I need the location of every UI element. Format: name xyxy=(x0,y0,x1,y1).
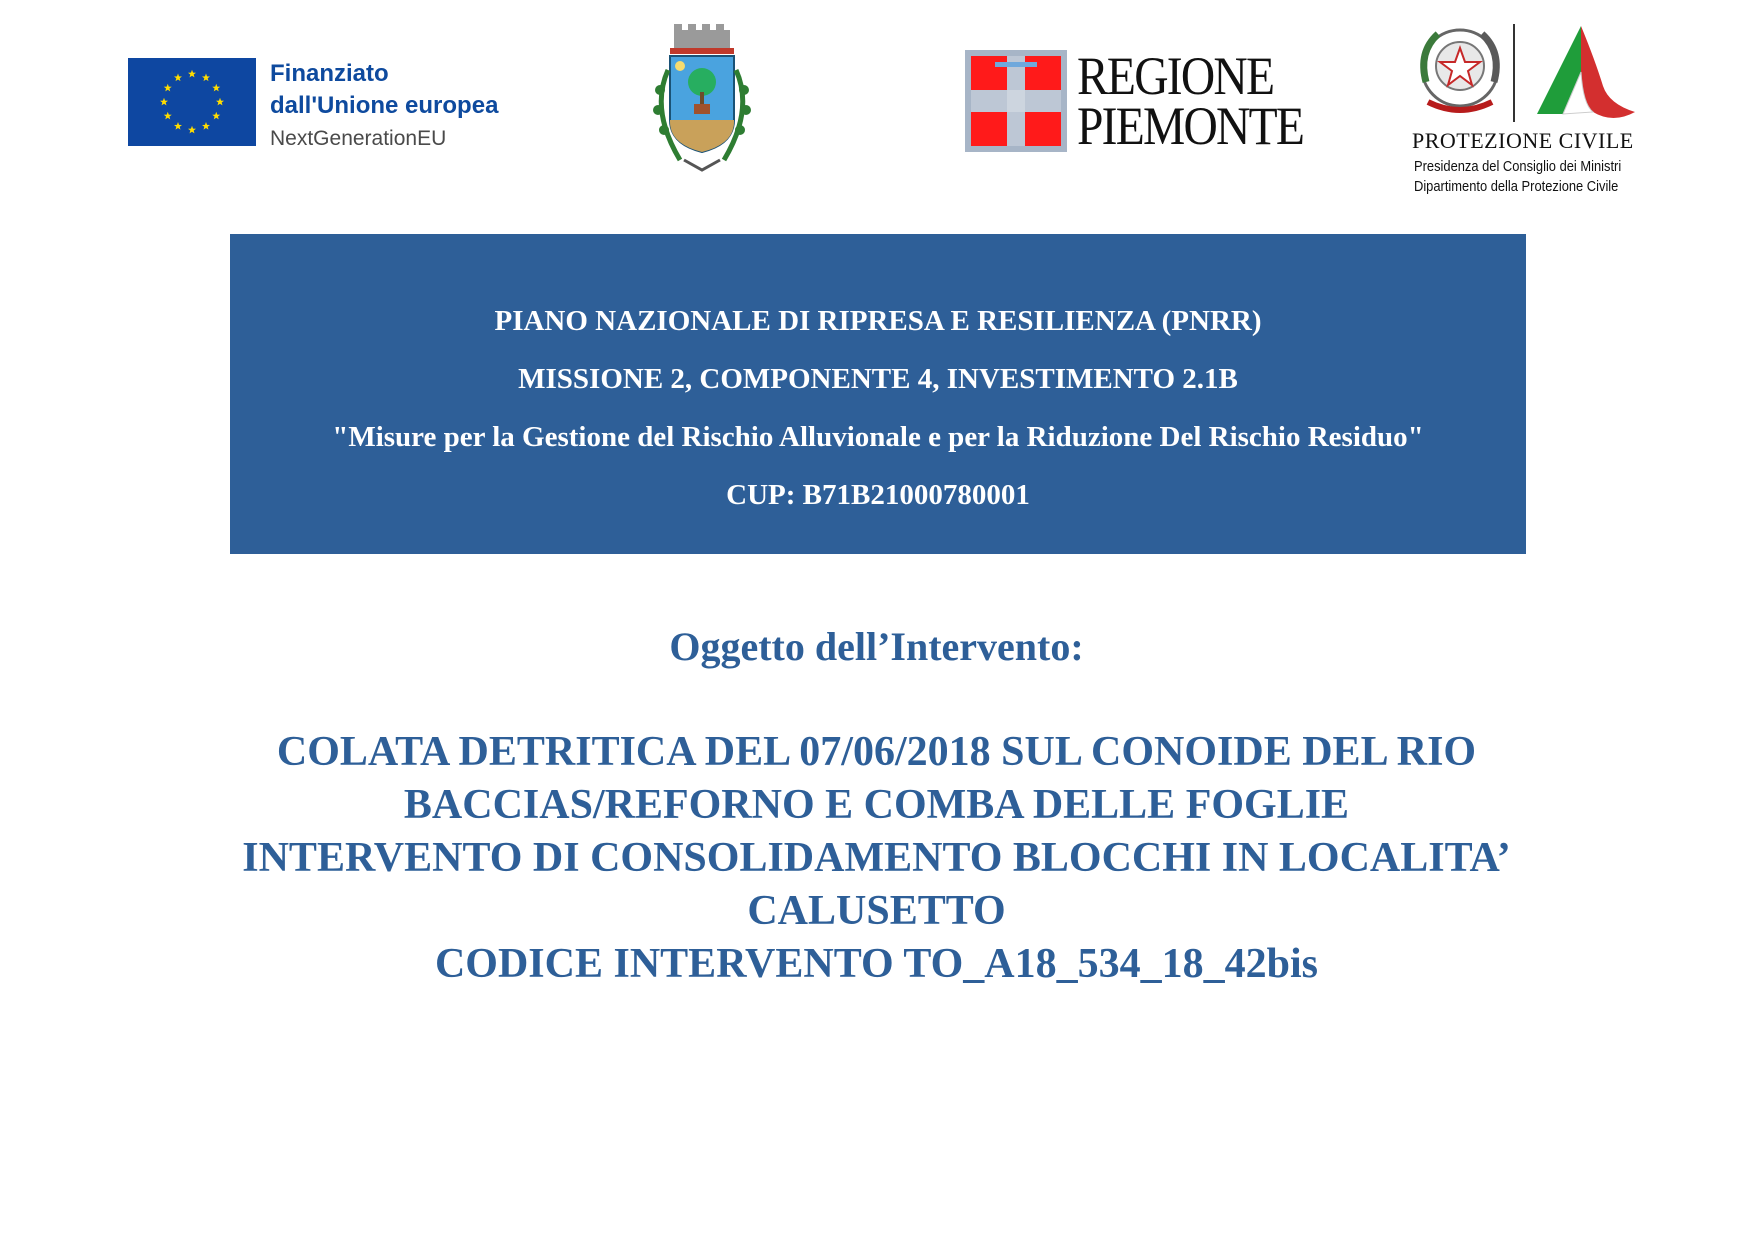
subject-body xyxy=(0,726,1753,991)
subject-line-5: CODICE INTERVENTO TO_A18_534_18_42bis xyxy=(434,941,1319,987)
protezione-civile-triangle-icon xyxy=(1523,20,1641,124)
protezione-civile-subtitle-1: Presidenza del Consiglio dei Ministri xyxy=(1414,158,1622,175)
subject-label: Oggetto dell’Intervento: xyxy=(669,624,1084,669)
eu-line-2: dall'Unione europea xyxy=(270,92,499,119)
protezione-civile-subtitle-2: Dipartimento della Protezione Civile xyxy=(1414,178,1619,195)
protezione-civile-divider xyxy=(1513,24,1515,122)
regione-piemonte-cross-icon xyxy=(965,50,1067,152)
regione-piemonte-text xyxy=(1077,46,1304,156)
protezione-civile-title: PROTEZIONE CIVILE xyxy=(1412,128,1634,153)
protezione-civile-logo xyxy=(1408,20,1648,200)
header-logos xyxy=(0,0,1753,210)
eu-flag-icon xyxy=(128,58,256,146)
banner-line-cup: CUP: B71B21000780001 xyxy=(726,479,1030,511)
eu-line-1: Finanziato xyxy=(270,60,389,87)
banner-line-misure: "Misure per la Gestione del Rischio Alluvionale e per la Riduzione Del Rischio Residuo" xyxy=(332,421,1424,453)
regione-line-2: PIEMONTE xyxy=(1077,96,1304,156)
italian-republic-emblem-icon xyxy=(1414,22,1506,122)
subject-line-1: COLATA DETRITICA DEL 07/06/2018 SUL CONOIDE DEL RIO xyxy=(276,729,1477,775)
banner-line-missione: MISSIONE 2, COMPONENTE 4, INVESTIMENTO 2.1B xyxy=(518,363,1238,395)
regione-piemonte-logo xyxy=(965,46,1334,156)
pnrr-banner xyxy=(230,234,1526,554)
subject-line-4: CALUSETTO xyxy=(747,888,1006,934)
eu-funding-text xyxy=(270,58,498,156)
eu-line-3: NextGenerationEU xyxy=(270,127,447,150)
banner-line-pnrr: PIANO NAZIONALE DI RIPRESA E RESILIENZA (PNRR) xyxy=(494,305,1262,337)
subject-line-2: BACCIAS/REFORNO E COMBA DELLE FOGLIE xyxy=(403,782,1350,828)
subject-line-3: INTERVENTO DI CONSOLIDAMENTO BLOCCHI IN LOCALITA’ xyxy=(242,835,1511,881)
municipal-coat-of-arms-tree-icon xyxy=(640,20,764,186)
regione-line-1: REGIONE xyxy=(1077,46,1274,106)
eu-funding-logo xyxy=(128,58,498,156)
